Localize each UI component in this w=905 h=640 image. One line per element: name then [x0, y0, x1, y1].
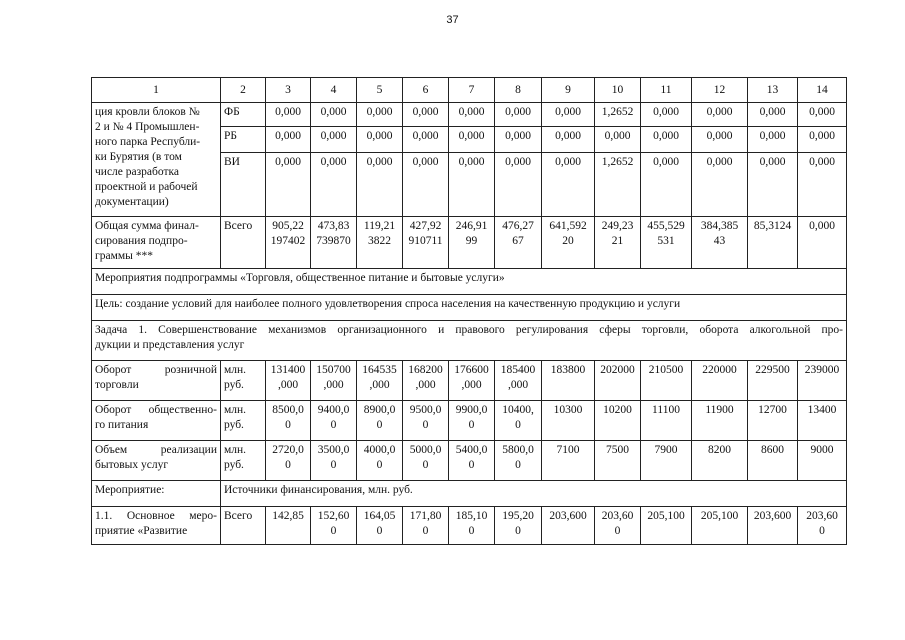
measure-label: Мероприятие:	[92, 481, 221, 507]
total-value-line: 67	[512, 235, 524, 247]
value-cell: 0,000	[748, 153, 798, 217]
total-value-line: 3822	[368, 235, 391, 247]
block-label-line: ки Бурятия (в том	[95, 151, 182, 163]
indicator-value-line: 183800	[550, 364, 586, 376]
indicator-value-line: ,000	[461, 379, 482, 391]
indicator-value-line: 0	[468, 419, 475, 431]
value-cell: 0,000	[641, 153, 692, 217]
indicator-value	[692, 361, 748, 401]
total-value	[692, 217, 748, 269]
header-cell-6: 6	[403, 78, 449, 103]
total-value-line: 119,21	[363, 220, 396, 232]
block-label-line: числе разработка	[95, 166, 180, 178]
indicator-value-line: 210500	[648, 364, 684, 376]
main-measure-value-line: 0	[468, 525, 475, 537]
goal-row	[92, 295, 847, 321]
source-cell: Всего	[221, 507, 266, 545]
total-value	[748, 217, 798, 269]
main-measure-value	[311, 507, 357, 545]
section-title-row-text-line: Мероприятия подпрограммы «Торговля, общественное питание и бытовые услуги»	[95, 272, 505, 284]
block-label-line: ного парка Республи-	[95, 136, 201, 148]
goal-row-text-line: Цель: создание условий для наиболее полного удовлетворения спроса населения на качественную продукцию и услуги	[95, 298, 681, 310]
indicator-value-line: 131400	[270, 364, 306, 376]
indicator-value-line: 8900,0	[363, 404, 396, 416]
header-cell-3: 3	[266, 78, 311, 103]
header-cell-5: 5	[357, 78, 403, 103]
indicator-value-line: 164535	[362, 364, 397, 376]
total-value	[798, 217, 847, 269]
indicator-value-line: 0	[330, 459, 337, 471]
indicator-label	[92, 401, 221, 441]
indicator-value-line: 10200	[603, 404, 632, 416]
indicator-value	[542, 401, 595, 441]
main-measure-value-line: 195,20	[502, 510, 534, 522]
main-measure-label-line: приятие «Развитие	[95, 525, 188, 537]
unit-cell-line: млн.	[224, 364, 247, 376]
task-row-text-line: Задача 1. Совершенствование механизмов организационного и правового регулирования сферы торговли, оборота алкогольной про-	[95, 324, 843, 336]
main-measure-value-line: 203,600	[753, 510, 792, 522]
value-cell: 0,000	[495, 103, 542, 127]
value-cell: 0,000	[311, 153, 357, 217]
main-measure-value-line: 164,05	[363, 510, 396, 522]
value-cell: 0,000	[266, 127, 311, 153]
value-cell: 0,000	[266, 153, 311, 217]
total-value-line: 43	[713, 235, 726, 247]
total-value-line: 641,592	[549, 220, 587, 232]
total-value	[595, 217, 641, 269]
header-row	[92, 78, 847, 103]
financing-table	[91, 77, 847, 545]
main-measure-value	[641, 507, 692, 545]
indicator-value	[798, 361, 847, 401]
value-cell: 0,000	[542, 103, 595, 127]
indicator-value	[641, 361, 692, 401]
unit-cell-line: руб.	[224, 379, 244, 391]
value-cell: 0,000	[595, 127, 641, 153]
main-measure-value	[266, 507, 311, 545]
section-title-row	[92, 269, 847, 295]
indicator-value-line: 0	[376, 459, 383, 471]
indicator-value-line: 9400,0	[317, 404, 350, 416]
indicator-value-line: 0	[422, 459, 429, 471]
indicator-value-line: 3500,0	[317, 444, 350, 456]
total-value-line: 21	[611, 235, 624, 247]
indicator-value	[798, 401, 847, 441]
total-value-line: 0,000	[809, 220, 835, 232]
value-cell: 0,000	[449, 127, 495, 153]
total-value-line: 249,23	[601, 220, 634, 232]
indicator-value-line: 0	[285, 459, 291, 471]
indicator-value-line: 185400	[500, 364, 536, 376]
value-cell: 0,000	[641, 127, 692, 153]
source-cell: ФБ	[221, 103, 266, 127]
goal-row-text	[92, 295, 847, 321]
block-label-line: ция кровли блоков №	[95, 106, 200, 118]
indicator-value-line: 7500	[606, 444, 629, 456]
indicator-label-line: Оборот общественно-	[95, 404, 217, 416]
unit-cell	[221, 441, 266, 481]
header-cell-14: 14	[798, 78, 847, 103]
indicator-value	[542, 441, 595, 481]
indicator-value	[692, 441, 748, 481]
indicator-label	[92, 361, 221, 401]
indicator-value	[403, 401, 449, 441]
indicator-value-line: 5800,0	[502, 444, 534, 456]
value-cell: 0,000	[357, 153, 403, 217]
value-cell: 0,000	[495, 153, 542, 217]
value-cell: 0,000	[748, 127, 798, 153]
indicator-value-line: 0	[515, 419, 521, 431]
main-measure-value	[403, 507, 449, 545]
indicator-value	[449, 441, 495, 481]
indicator-value-line: 168200	[408, 364, 443, 376]
header-cell-1: 1	[92, 78, 221, 103]
value-cell: 1,2652	[595, 153, 641, 217]
main-measure-value	[748, 507, 798, 545]
page-number: 37	[446, 14, 459, 26]
header-cell-13: 13	[748, 78, 798, 103]
unit-cell-line: руб.	[224, 419, 244, 431]
header-cell-9: 9	[542, 78, 595, 103]
total-value	[266, 217, 311, 269]
value-cell: 0,000	[357, 103, 403, 127]
main-measure-value-line: 203,60	[806, 510, 838, 522]
main-measure-value	[449, 507, 495, 545]
section-title-row-text	[92, 269, 847, 295]
total-label-line: граммы ***	[95, 250, 153, 262]
value-cell: 0,000	[798, 103, 847, 127]
indicator-value-line: ,000	[369, 379, 390, 391]
value-cell: 0,000	[748, 103, 798, 127]
main-measure-value-line: 205,100	[700, 510, 739, 522]
indicator-value	[542, 361, 595, 401]
main-measure-value	[798, 507, 847, 545]
source-cell: Всего	[221, 217, 266, 269]
indicator-value-line: 202000	[600, 364, 635, 376]
indicator-value-line: 2720,0	[272, 444, 304, 456]
indicator-label-line: бытовых услуг	[95, 459, 169, 471]
task-row-text-line: дукции и представления услуг	[95, 339, 245, 351]
indicator-value-line: ,000	[277, 379, 299, 391]
value-cell: 0,000	[266, 103, 311, 127]
value-cell: 0,000	[798, 153, 847, 217]
block-row-ФБ	[92, 103, 847, 127]
main-measure-value	[357, 507, 403, 545]
main-measure-value-line: 0	[614, 525, 621, 537]
value-cell: 0,000	[311, 127, 357, 153]
main-measure-value-line: 185,10	[455, 510, 488, 522]
indicator-value-line: ,000	[507, 379, 529, 391]
indicator-row	[92, 401, 847, 441]
indicator-value	[748, 441, 798, 481]
indicator-value	[403, 361, 449, 401]
indicator-value-line: 150700	[316, 364, 351, 376]
total-value	[542, 217, 595, 269]
main-measure-label	[92, 507, 221, 545]
main-measure-value-line: 0	[330, 525, 337, 537]
main-measure-value-line: 205,100	[647, 510, 685, 522]
main-measure-value	[542, 507, 595, 545]
unit-cell	[221, 401, 266, 441]
total-value	[311, 217, 357, 269]
indicator-value	[311, 401, 357, 441]
indicator-value-line: 0	[330, 419, 337, 431]
indicator-value	[641, 441, 692, 481]
indicator-row	[92, 441, 847, 481]
total-value-line: 20	[562, 235, 574, 247]
main-measure-value	[692, 507, 748, 545]
indicator-value-line: 8200	[708, 444, 731, 456]
total-value-line: 476,27	[502, 220, 534, 232]
task-row	[92, 321, 847, 361]
indicator-value-line: 7900	[654, 444, 678, 456]
indicator-label-line: Оборот розничной	[95, 364, 217, 376]
main-measure-value-line: 152,60	[317, 510, 350, 522]
main-measure-label-line: 1.1. Основное меро-	[95, 510, 217, 522]
indicator-label	[92, 441, 221, 481]
value-cell: 0,000	[403, 127, 449, 153]
header-cell-7: 7	[449, 78, 495, 103]
indicator-value-line: 10300	[553, 404, 583, 416]
indicator-value-line: 220000	[702, 364, 737, 376]
indicator-value	[495, 361, 542, 401]
value-cell: 0,000	[692, 127, 748, 153]
header-cell-2: 2	[221, 78, 266, 103]
indicator-value	[449, 401, 495, 441]
main-measure-value-line: 0	[376, 525, 383, 537]
block-label-line: проектной и рабочей	[95, 181, 198, 193]
indicator-value-line: 9900,0	[455, 404, 488, 416]
unit-cell-line: руб.	[224, 459, 244, 471]
indicator-value-line: 5000,0	[409, 444, 442, 456]
measure-sources: Источники финансирования, млн. руб.	[221, 481, 847, 507]
total-value-line: 473,83	[317, 220, 350, 232]
measure-row	[92, 481, 847, 507]
value-cell: 0,000	[449, 153, 495, 217]
value-cell: 1,2652	[595, 103, 641, 127]
indicator-value-line: 5400,0	[455, 444, 488, 456]
source-cell: РБ	[221, 127, 266, 153]
indicator-value	[266, 401, 311, 441]
total-value-line: 531	[657, 235, 675, 247]
indicator-value	[495, 401, 542, 441]
total-value-line: 905,22	[272, 220, 304, 232]
main-measure-value	[495, 507, 542, 545]
main-measure-value-line: 0	[515, 525, 521, 537]
main-measure-value-line: 203,60	[601, 510, 634, 522]
main-measure-row	[92, 507, 847, 545]
total-value-line: 739870	[316, 235, 351, 247]
total-value-line: 455,529	[647, 220, 685, 232]
indicator-value	[311, 361, 357, 401]
value-cell: 0,000	[403, 103, 449, 127]
main-measure-value-line: 0	[819, 525, 825, 537]
total-value	[403, 217, 449, 269]
indicator-value-line: 0	[422, 419, 429, 431]
header-cell-11: 11	[641, 78, 692, 103]
total-value	[641, 217, 692, 269]
indicator-value-line: 176600	[454, 364, 489, 376]
indicator-value	[357, 441, 403, 481]
indicator-label-line: го питания	[95, 419, 149, 431]
value-cell: 0,000	[311, 103, 357, 127]
block-label	[92, 103, 221, 217]
source-cell: ВИ	[221, 153, 266, 217]
main-measure-value-line: 0	[422, 525, 429, 537]
value-cell: 0,000	[357, 127, 403, 153]
indicator-value	[595, 401, 641, 441]
indicator-value	[798, 441, 847, 481]
indicator-value	[311, 441, 357, 481]
indicator-value	[748, 401, 798, 441]
total-value-line: 197402	[270, 235, 306, 247]
indicator-value-line: 0	[468, 459, 475, 471]
value-cell: 0,000	[403, 153, 449, 217]
value-cell: 0,000	[798, 127, 847, 153]
indicator-value-line: 8500,0	[272, 404, 304, 416]
task-row-text	[92, 321, 847, 361]
total-label-line: сирования подпро-	[95, 235, 188, 247]
total-value-line: 85,3124	[753, 220, 792, 232]
indicator-value	[595, 361, 641, 401]
total-value	[449, 217, 495, 269]
indicator-value-line: 11100	[652, 404, 680, 416]
indicator-value-line: 9000	[810, 444, 834, 456]
total-value	[495, 217, 542, 269]
value-cell: 0,000	[692, 103, 748, 127]
indicator-label-line: Объем реализации	[95, 444, 217, 456]
indicator-row	[92, 361, 847, 401]
block-label-line: 2 и № 4 Промышлен-	[95, 121, 200, 133]
total-row	[92, 217, 847, 269]
total-value-line: 910711	[408, 235, 443, 247]
indicator-value-line: 8600	[761, 444, 784, 456]
indicator-value-line: 7100	[556, 444, 580, 456]
indicator-value-line: 4000,0	[363, 444, 396, 456]
total-value	[357, 217, 403, 269]
main-measure-value	[595, 507, 641, 545]
indicator-label-line: торговли	[95, 379, 139, 391]
main-measure-value-line: 142,85	[272, 510, 304, 522]
indicator-value	[748, 361, 798, 401]
indicator-value-line: 0	[285, 419, 291, 431]
value-cell: 0,000	[692, 153, 748, 217]
header-cell-4: 4	[311, 78, 357, 103]
indicator-value-line: 13400	[807, 404, 837, 416]
total-value-line: 384,385	[700, 220, 739, 232]
value-cell: 0,000	[542, 127, 595, 153]
header-cell-10: 10	[595, 78, 641, 103]
main-measure-value-line: 203,600	[549, 510, 587, 522]
unit-cell-line: млн.	[224, 444, 247, 456]
value-cell: 0,000	[495, 127, 542, 153]
block-label-line: документации)	[95, 196, 169, 208]
main-measure-value-line: 171,80	[409, 510, 442, 522]
indicator-value	[641, 401, 692, 441]
indicator-value-line: ,000	[323, 379, 344, 391]
indicator-value-line: 229500	[755, 364, 790, 376]
indicator-value-line: 0	[376, 419, 383, 431]
unit-cell-line: млн.	[224, 404, 247, 416]
indicator-value	[449, 361, 495, 401]
indicator-value-line: 10400,	[502, 404, 534, 416]
indicator-value-line: 0	[515, 459, 521, 471]
indicator-value-line: 11900	[705, 404, 734, 416]
indicator-value	[357, 401, 403, 441]
indicator-value	[403, 441, 449, 481]
unit-cell	[221, 361, 266, 401]
value-cell: 0,000	[641, 103, 692, 127]
total-value-line: 99	[465, 235, 478, 247]
indicator-value-line: 239000	[804, 364, 840, 376]
value-cell: 0,000	[449, 103, 495, 127]
indicator-value-line: 9500,0	[409, 404, 442, 416]
total-value-line: 427,92	[409, 220, 442, 232]
indicator-value	[266, 361, 311, 401]
indicator-value	[266, 441, 311, 481]
total-value-line: 246,91	[455, 220, 488, 232]
total-label-line: Общая сумма финал-	[95, 220, 199, 232]
indicator-value	[692, 401, 748, 441]
indicator-value	[595, 441, 641, 481]
total-label	[92, 217, 221, 269]
header-cell-12: 12	[692, 78, 748, 103]
indicator-value-line: 12700	[758, 404, 787, 416]
value-cell: 0,000	[542, 153, 595, 217]
indicator-value	[357, 361, 403, 401]
indicator-value	[495, 441, 542, 481]
indicator-value-line: ,000	[415, 379, 436, 391]
header-cell-8: 8	[495, 78, 542, 103]
